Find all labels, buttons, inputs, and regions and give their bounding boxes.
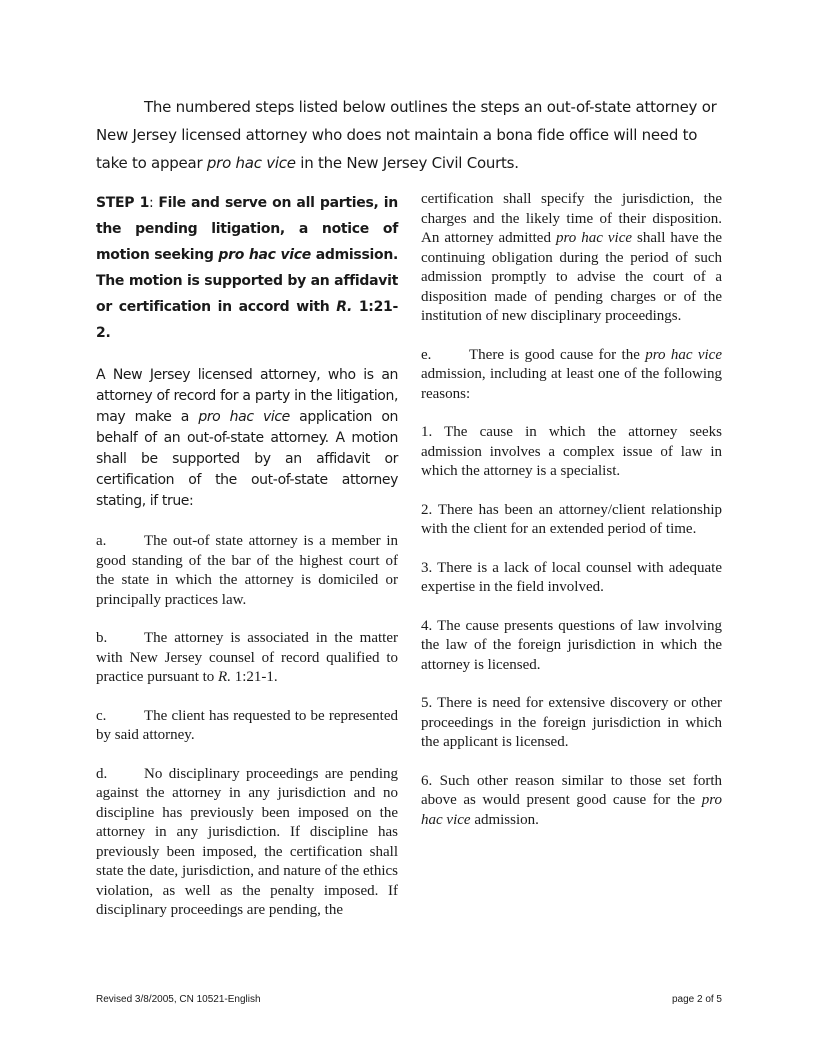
step-1-heading [96, 190, 398, 346]
item-letter: b. [96, 630, 108, 646]
nj-text: A New Jersey licensed attorney, who is an attorney of record for a party in the litigation, may make a [96, 367, 398, 425]
step-label: STEP 1 [96, 195, 150, 211]
item-letter: a. [96, 533, 107, 549]
intro-paragraph [96, 93, 722, 177]
footer-page-number: page 2 of 5 [671, 994, 722, 1005]
item-italic: R. [218, 669, 231, 685]
item-text-2: shall have the continuing obligation during the period of such admission promptly to advise the court of a disposition made of pending charges or of the institution of new disciplinary proceedings. [421, 230, 722, 324]
reason-text-2: admission. [470, 811, 539, 828]
reason-item: 5. There is need for extensive discovery or other proceedings in the foreign jurisdiction in which the applicant is licensed. [421, 695, 722, 750]
step-sep: : [149, 195, 159, 211]
nj-attorney-paragraph [96, 365, 398, 512]
nj-italic: pro hac vice [198, 409, 290, 425]
right-column [421, 190, 722, 849]
step-italic: pro hac vice [218, 247, 311, 263]
item-d-text-continued: certification shall specify the jurisdiction, the charges and the likely time of their disposition. An attorney admitted [421, 191, 722, 246]
item-d-part-1 [96, 765, 398, 921]
reason-item: 1. The cause in which the attorney seeks admission involves a complex issue of law in which the attorney is a specialist. [421, 424, 722, 479]
item-italic: pro hac vice [645, 346, 722, 363]
intro-italic: pro hac vice [206, 154, 296, 172]
item-d-part-2 [421, 190, 722, 327]
item-c [96, 707, 398, 746]
item-d-text: No disciplinary proceedings are pending against the attorney in any jurisdiction and no discipline has previously been imposed on the attorney in any jurisdiction. If discipline has previously been imposed, the certification shall state the date, jurisdiction, and nature of the ethics violation, as well as the penalty imposed. If disciplinary proceedings are pending, the [96, 765, 398, 918]
reason-text: 6. Such other reason similar to those set forth above as would present good cause for the [421, 772, 722, 808]
reason-item: 3. There is a lack of local counsel with adequate expertise in the field involved. [421, 559, 722, 595]
item-letter: c. [96, 707, 107, 724]
footer-revision: Revised 3/8/2005, CN 10521-English [96, 994, 261, 1005]
item-text: There is good cause for the [469, 346, 646, 363]
item-text-2: 1:21-1. [230, 669, 278, 685]
reason-item: 4. The cause presents questions of law involving the law of the foreign jurisdiction in which the attorney is licensed. [421, 617, 722, 673]
step-text-2: admission. The motion is supported by an affidavit or certification in accord with [96, 247, 399, 315]
item-text: The attorney is associated in the matter with New Jersey counsel of record qualified to practice pursuant to [96, 630, 398, 685]
item-b [96, 629, 398, 688]
left-column [96, 190, 398, 921]
item-text: The client has requested to be represented by said attorney. [96, 707, 398, 743]
nj-text-2: application on behalf of an out-of-state attorney. A motion shall be supported by an affidavit or certification of the out-of-state attorney stating, if true: [96, 409, 398, 509]
item-letter: e. [421, 346, 432, 363]
intro-text: The numbered steps listed below outlines the steps an out-of-state attorney or New Jersey licensed attorney who does not maintain a bona fide office will need to take to appear [96, 98, 717, 172]
item-e [421, 346, 722, 405]
step-text: File and serve on all parties, in the pending litigation, a notice of motion seeking [96, 195, 398, 263]
item-a [96, 532, 398, 610]
item-text-2: admission, including at least one of the following reasons: [421, 366, 722, 402]
item-text: The out-of state attorney is a member in good standing of the bar of the highest court of the state in which the attorney is domiciled or principally practices law. [96, 533, 398, 608]
item-italic: pro hac vice [555, 230, 633, 246]
reason-item: 2. There has been an attorney/client relationship with the client for an extended period of time. [421, 501, 722, 537]
step-rule: 1:21-2. [96, 299, 398, 341]
intro-text-end: in the New Jersey Civil Courts. [295, 154, 519, 172]
reason-item-6 [421, 772, 722, 831]
step-rule-italic: R. [336, 299, 353, 315]
reason-italic: pro hac vice [421, 792, 722, 828]
item-letter: d. [96, 765, 108, 782]
